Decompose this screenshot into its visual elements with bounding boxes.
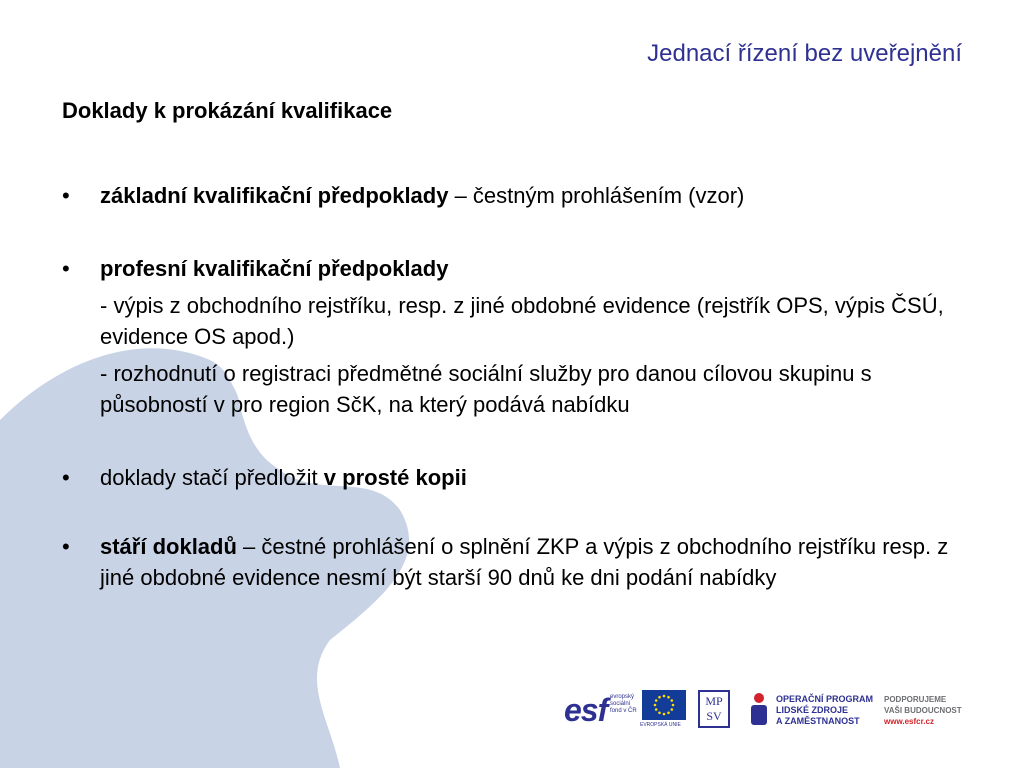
- op-lzz-icon: [748, 692, 770, 726]
- item-bold-text: v prosté kopii: [323, 465, 467, 490]
- eu-caption: EVROPSKÁ UNIE: [640, 722, 681, 728]
- bullet-list: [62, 180, 972, 593]
- mpsv-logo: [698, 690, 730, 728]
- sub-item: - výpis z obchodního rejstříku, resp. z jiné obdobné evidence (rejstřík OPS, výpis ČSÚ, evidence OS apod.): [100, 293, 944, 349]
- bullet-marker: •: [62, 256, 70, 281]
- section-heading: Doklady k prokázání kvalifikace: [62, 98, 393, 123]
- sub-item: - rozhodnutí o registraci předmětné sociální služby pro danou cílovou skupinu s působností v pro region SčK, na který podává nabídku: [100, 361, 872, 417]
- mpsv-top: MP: [705, 694, 723, 708]
- item-bold-text: profesní kvalifikační předpoklady: [100, 256, 449, 281]
- item-text: doklady stačí předložit: [100, 465, 324, 490]
- item-bold-text: stáří dokladů: [100, 534, 237, 559]
- list-item: [62, 462, 972, 493]
- bullet-marker: •: [62, 534, 70, 559]
- esf-caption: evropský sociální fond v ČR: [610, 694, 637, 714]
- esf-logo: esf: [564, 692, 608, 728]
- item-text: – čestným prohlášením (vzor): [448, 183, 745, 208]
- eu-flag-icon: [642, 690, 686, 720]
- mpsv-bottom: SV: [706, 709, 722, 723]
- list-item: [62, 180, 972, 211]
- bullet-marker: •: [62, 465, 70, 490]
- footer-logos: [564, 688, 974, 732]
- bullet-marker: •: [62, 183, 70, 208]
- op-lzz-text: OPERAČNÍ PROGRAM LIDSKÉ ZDROJE A ZAMĚSTNANOST: [776, 694, 874, 726]
- support-url: www.esfcr.cz: [884, 717, 934, 726]
- list-item: [62, 531, 972, 593]
- item-bold-text: základní kvalifikační předpoklady: [100, 183, 449, 208]
- item-text: – čestné prohlášení o splnění ZKP a výpis z obchodního rejstříku resp. z jiné obdobné evidence nesmí být starší 90 dnů ke dni podání nabídky: [100, 534, 949, 590]
- slide-title: Jednací řízení bez uveřejnění: [647, 40, 962, 67]
- support-text: PODPORUJEME VAŠI BUDOUCNOST www.esfcr.cz: [884, 694, 984, 727]
- list-item: [62, 253, 972, 284]
